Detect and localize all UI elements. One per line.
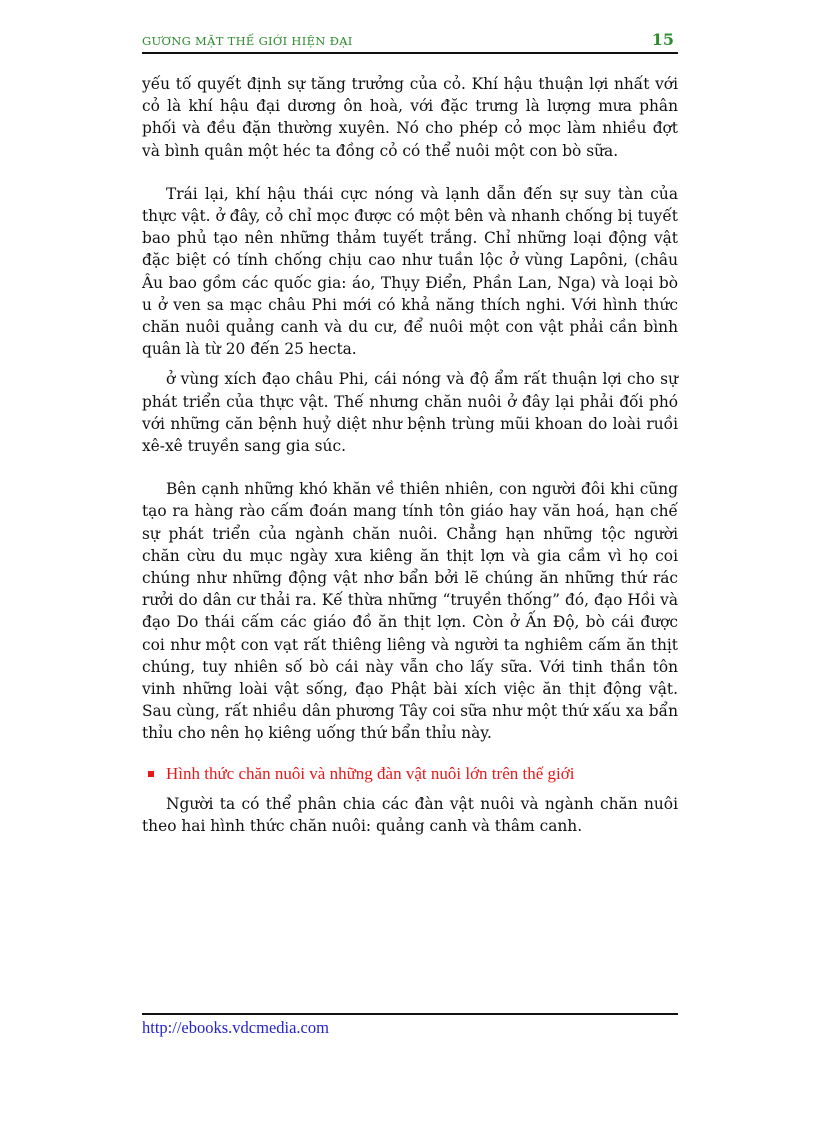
book-title: GƯƠNG MẶT THẾ GIỚI HIỆN ĐẠI: [142, 34, 353, 48]
paragraph: yếu tố quyết định sự tăng trưởng của cỏ. Khí hậu thuận lợi nhất với cỏ là khí hậu đại dương ôn hoà, với đặc trưng là lượng mưa phân phối và đều đặn thường xuyên. Nó cho phép cỏ mọc làm nhiều đợt và bình quân một héc ta đồng cỏ có thể nuôi một con bò sữa.: [142, 75, 678, 160]
section-heading-text: Hình thức chăn nuôi và những đàn vật nuôi lớn trên thế giới: [166, 763, 575, 783]
page-content: [142, 73, 678, 837]
paragraph: Bên cạnh những khó khăn về thiên nhiên, con người đôi khi cũng tạo ra hàng rào cấm đoán mang tính tôn giáo hay văn hoá, hạn chế sự phát triển của ngành chăn nuôi. Chẳng hạn những tộc người chăn cừu du mục ngày xưa kiêng ăn thịt lợn và gia cầm vì họ coi chúng như những động vật nhơ bẩn bởi lẽ chúng ăn những thứ rác rưởi do dân cư thải ra. Kế thừa những “truyền thống” đó, đạo Hồi và đạo Do thái cấm các giáo đồ ăn thịt lợn. Còn ở Ấn Độ, bò cái được coi như một con vạt rất thiêng liêng và người ta nghiêm cấm ăn thịt chúng, tuy nhiên số bò cái này vẫn cho lấy sữa. Với tinh thần tôn vinh những loài vật sống, đạo Phật bài xích việc ăn thịt động vật. Sau cùng, rất nhiều dân phương Tây coi sữa như một thứ xấu xa bẩn thỉu cho nên họ kiêng uống thứ bẩn thỉu này.: [142, 480, 678, 743]
page-header: [142, 30, 678, 54]
square-bullet-icon: [148, 771, 154, 777]
paragraph: Trái lại, khí hậu thái cực nóng và lạnh dẫn đến sự suy tàn của thực vật. ở đây, cỏ chỉ mọc được có một bên và nhanh chống bị tuyết bao phủ tạo nên những thảm tuyết trắng. Chỉ những loại động vật đặc biệt có tính chống chịu cao như tuần lộc ở vùng Lapôni, (châu Âu bao gồm các quốc gia: áo, Thụy Điển, Phần Lan, Nga) và loại bò u ở ven sa mạc châu Phi mới có khả năng thích nghi. Với hình thức chăn nuôi quảng canh và du cư, để nuôi một con vật phải cần bình quân là từ 20 đến 25 hecta.: [142, 184, 678, 359]
website-link[interactable]: http://ebooks.vdcmedia.com: [142, 1018, 329, 1037]
paragraph: ở vùng xích đạo châu Phi, cái nóng và độ ẩm rất thuận lợi cho sự phát triển của thực vật. Thế nhưng chăn nuôi ở đây lại phải đối phó với những căn bệnh huỷ diệt như bệnh trùng mũi khoan do loài ruồi xê-xê truyền sang gia súc.: [142, 370, 678, 456]
paragraph: Người ta có thể phân chia các đàn vật nuôi và ngành chăn nuôi theo hai hình thức chăn nuôi: quảng canh và thâm canh.: [142, 794, 678, 836]
page-footer: [142, 1013, 678, 1038]
section-heading: [142, 763, 678, 785]
page-number: 15: [651, 30, 674, 49]
